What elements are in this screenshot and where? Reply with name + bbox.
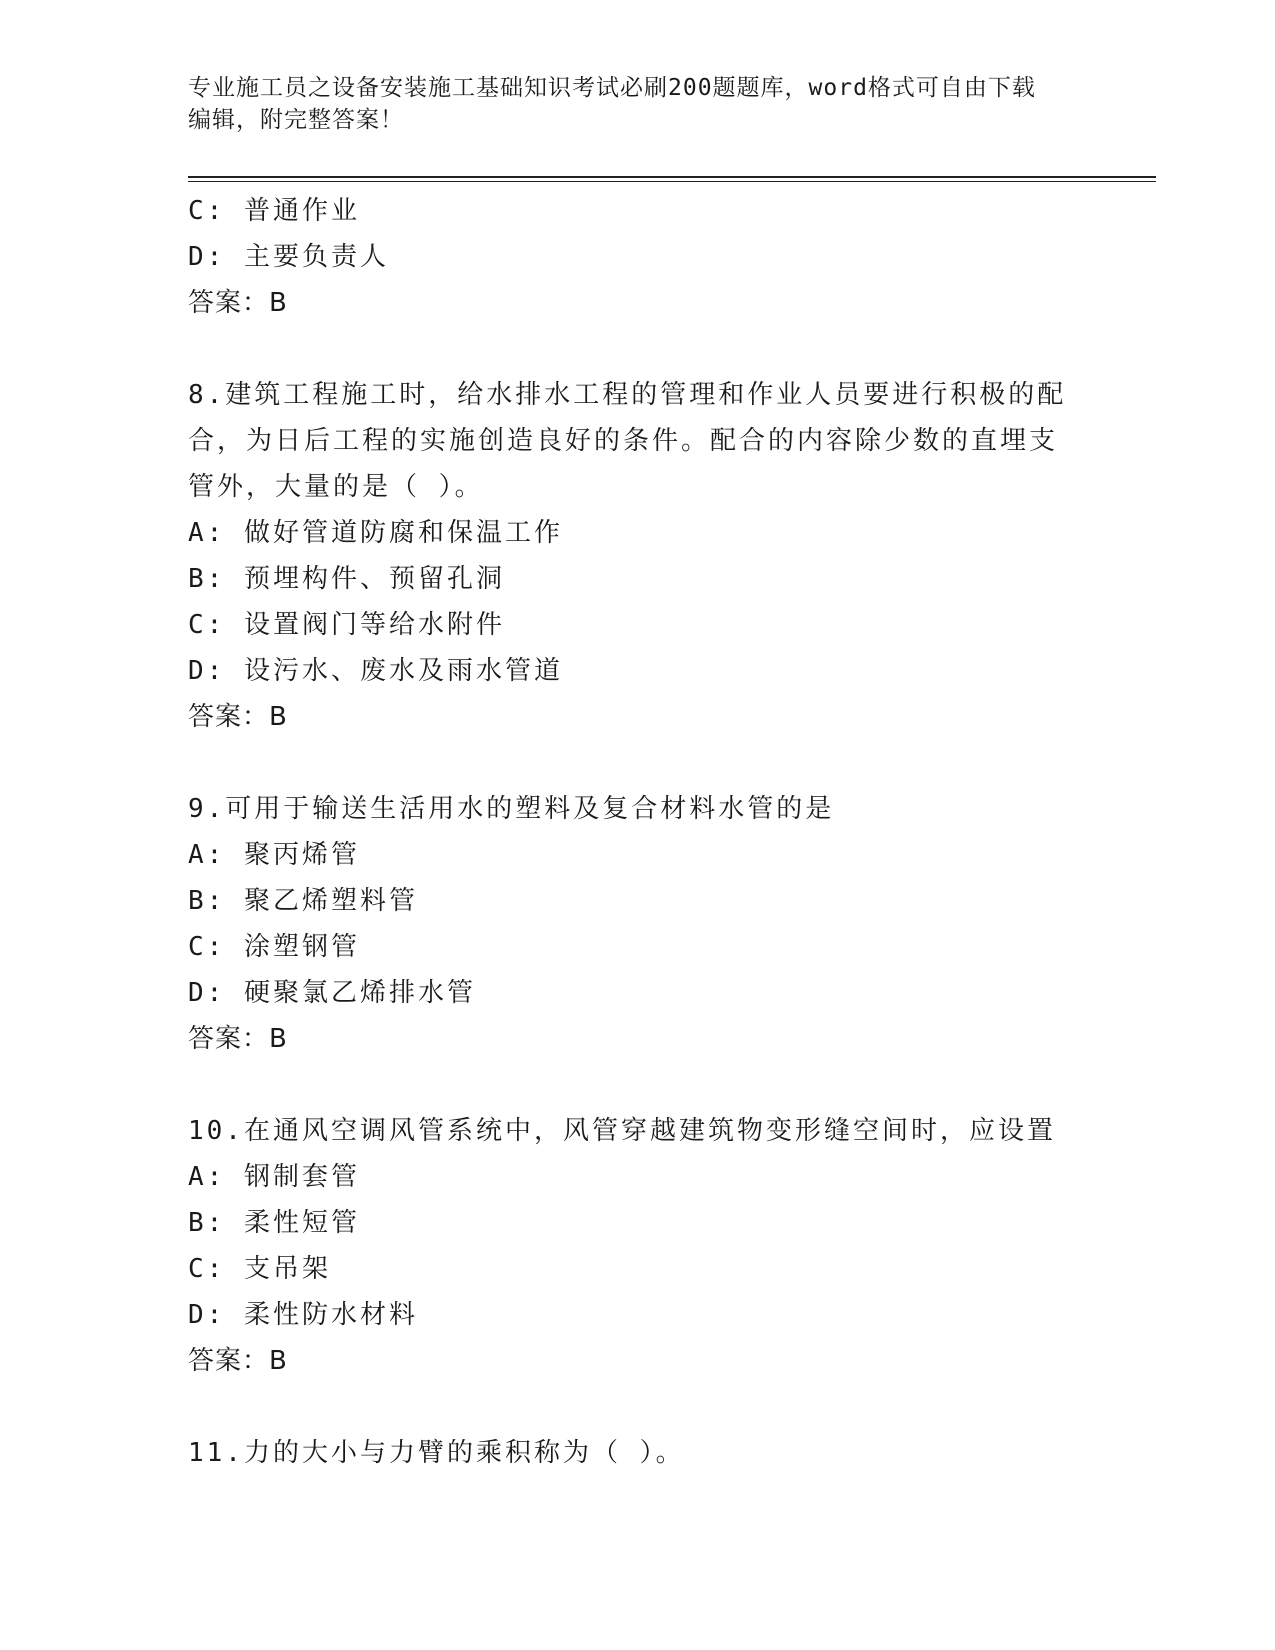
question-9 <box>188 786 1068 1062</box>
option-c: C: 涂塑钢管 <box>188 932 360 962</box>
question-10 <box>188 1108 1068 1384</box>
header-line-2: 编辑，附完整答案！ <box>188 107 404 133</box>
question-11 <box>188 1430 1068 1476</box>
option-b: B: 柔性短管 <box>188 1208 360 1238</box>
option-c: C: 设置阀门等给水附件 <box>188 610 505 640</box>
answer-line: 答案：B <box>188 1346 288 1376</box>
spacer <box>188 1062 1068 1108</box>
header-divider-second <box>188 181 1156 182</box>
spacer <box>188 326 1068 372</box>
question-8 <box>188 372 1068 740</box>
option-d: D: 设污水、废水及雨水管道 <box>188 656 563 686</box>
spacer <box>188 740 1068 786</box>
carryover-block <box>188 188 1068 326</box>
option-c: C: 支吊架 <box>188 1254 331 1284</box>
option-a: A: 聚丙烯管 <box>188 840 360 870</box>
question-text: 11.力的大小与力臂的乘积称为（ ）。 <box>188 1438 685 1468</box>
answer-line: 答案：B <box>188 1024 288 1054</box>
option-a: A: 钢制套管 <box>188 1162 360 1192</box>
header-line-1: 专业施工员之设备安装施工基础知识考试必刷200题题库，word格式可自由下载 <box>188 75 1036 101</box>
option-d: D: 柔性防水材料 <box>188 1300 418 1330</box>
question-text: 10.在通风空调风管系统中，风管穿越建筑物变形缝空间时，应设置 <box>188 1116 1056 1146</box>
answer-line: 答案：B <box>188 288 288 318</box>
document-header <box>188 72 1068 136</box>
answer-line: 答案：B <box>188 702 288 732</box>
option-c: C: 普通作业 <box>188 196 360 226</box>
header-divider <box>188 176 1156 178</box>
option-b: B: 聚乙烯塑料管 <box>188 886 418 916</box>
question-list <box>188 188 1068 1476</box>
option-d: D: 硬聚氯乙烯排水管 <box>188 978 476 1008</box>
option-a: A: 做好管道防腐和保温工作 <box>188 518 563 548</box>
spacer <box>188 1384 1068 1430</box>
option-d: D: 主要负责人 <box>188 242 389 272</box>
question-text: 8.建筑工程施工时，给水排水工程的管理和作业人员要进行积极的配合，为日后工程的实施创造良好的条件。配合的内容除少数的直埋支管外，大量的是（ ）。 <box>188 380 1067 502</box>
question-text: 9.可用于输送生活用水的塑料及复合材料水管的是 <box>188 794 835 824</box>
option-b: B: 预埋构件、预留孔洞 <box>188 564 505 594</box>
